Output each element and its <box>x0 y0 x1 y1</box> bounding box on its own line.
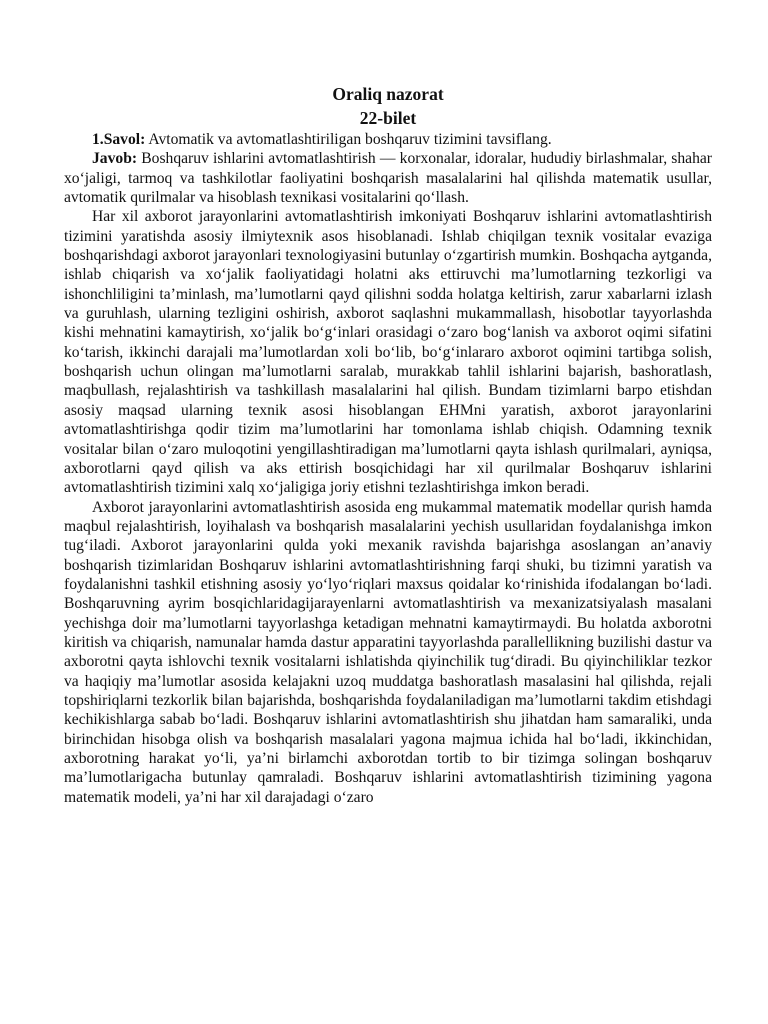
question-label: 1.Savol: <box>92 131 146 148</box>
document-title: Oraliq nazorat <box>332 84 444 104</box>
document-page <box>64 82 712 807</box>
ticket-number: 22-bilet <box>359 108 417 128</box>
body-paragraph-1: Har xil axborot jarayonlarini avtomatlashtirish imkoniyati Boshqaruv ishlarini avtomatlashtirish tizimini yaratishda asosiy ilmiytexnik asos hisoblanadi. Ishlab chiqilgan texnik vositalar evaziga boshqarishdagi axborot jarayonlari texnologiyasini butunlay o‘zgartirish mumkin. Boshqacha aytganda, ishlab chiqarish va xo‘jalik faoliyatidagi holatni aks ettiruvchi ma’lumotlarning tezkorligi va ishonchliligini ta’minlash, ma’lumotlarni qayd qilishni sodda holatga keltirish, zarur xabarlarni izlash va guruhlash, ularning tezligini oshirish, axborot saqlashni mukammallash, hisobotlar tayyorlashda kishi mehnatini kamaytirish, xo‘jalik bo‘g‘inlari orasidagi o‘zaro bog‘lanish va axborot oqimi sifatini ko‘tarish, ikkinchi darajali ma’lumotlardan xoli bo‘lib, bo‘g‘inlararo axborot oqimini tartibga solish, boshqarish uchun olingan ma’lumotlarni saralab, murakkab tahlil ishlarini bajarish, bashoratlash, maqbullash, rejalashtirish va tashkillash masalalarini hal qilish. Bundam tizimlarni barpo etishdan asosiy maqsad ularning texnik asosi hisoblangan EHMni yaratish, axborot jarayonlarini avtomatlashtirishga qodir tizim ma’lumotlarini har tomonlama ishlab chiqish. Odamning texnik vositalar bilan o‘zaro muloqotini yengillashtiradigan ma’lumotlarni qayta ishlash qurilmalari, ayniqsa, axborotlarni qayd qilish va aks ettirish bosqichidagi har xil qurilmalar Boshqaruv ishlarini avtomatlashtirish tizimini xalq xo‘jaligiga joriy etishni tezlashtirishga imkon beradi. <box>64 208 712 497</box>
question-text: Avtomatik va avtomatlashtiriligan boshqaruv tizimini tavsiflang. <box>148 131 552 148</box>
body-paragraph-2: Axborot jarayonlarini avtomatlashtirish asosida eng mukammal matematik modellar qurish hamda maqbul rejalashtirish, loyihalash va boshqarish masalalarini yechish usullaridan foydalanishga imkon tug‘iladi. Axborot jarayonlarini qulda yoki mexanik ravishda bajarishga asoslangan an’anaviy boshqarish tizimlaridan Boshqaruv ishlarini avtomatlashtirishning farqi shuki, bu tizimni yaratish va foydalanishni tashkil etishning asosiy yo‘lyo‘riqlari maxsus qoidalar ko‘rinishida ifodalangan bo‘ladi. Boshqaruvning ayrim bosqichlaridagijarayenlarni avtomatlashtirish va mexanizatsiyalash masalani yechishga doir ma’lumotlarni tayyorlashga ketadigan mehnatni kamaytirmaydi. Bu holatda axborotni kiritish va chiqarish, namunalar hamda dastur apparatini tayyorlashda parallellikning buzilishi dastur va axborotni qayta ishlovchi texnik vositalarni ishlatishda qiyinchilik tug‘diradi. Bu qiyinchiliklar tezkor va haqiqiy ma’lumotlar asosida kelajakni uzoq muddatga bashoratlash masalasini hal qilishda, rejali topshiriqlarni tezkorlik bilan bajarishda, boshqarishda foydalaniladigan ma’lumotlarni takdim etishdagi kechikishlarga sabab bo‘ladi. Boshqaruv ishlarini avtomatlashtirish shu jihatdan ham samaraliki, unda birinchidan hisobga olish va boshqarish masalalari yagona majmua ichida hal bo‘ladi, ikkinchidan, axborotning harakat yo‘li, ya’ni birlamchi axborotdan tortib to bir tizimga solingan boshqaruv ma’lumotlarigacha butunlay qamraladi. Boshqaruv ishlarini avtomatlashtirish tizimining yagona matematik modeli, ya’ni har xil darajadagi o‘zaro <box>64 498 712 806</box>
question-paragraph <box>64 130 712 149</box>
answer-paragraph <box>64 149 712 207</box>
answer-label: Javob: <box>92 150 138 168</box>
answer-text: Boshqaruv ishlarini avtomatlashtirish — korxonalar, idoralar, hududiy birlashmalar, shahar xo‘jaligi, tarmoq va tashkilotlar faoliyatini boshqarish masalalarini hal qilishda matematik usullar, avtomatik qurilmalar va hisoblash texnikasi vositalarini qo‘llash. <box>64 150 712 207</box>
